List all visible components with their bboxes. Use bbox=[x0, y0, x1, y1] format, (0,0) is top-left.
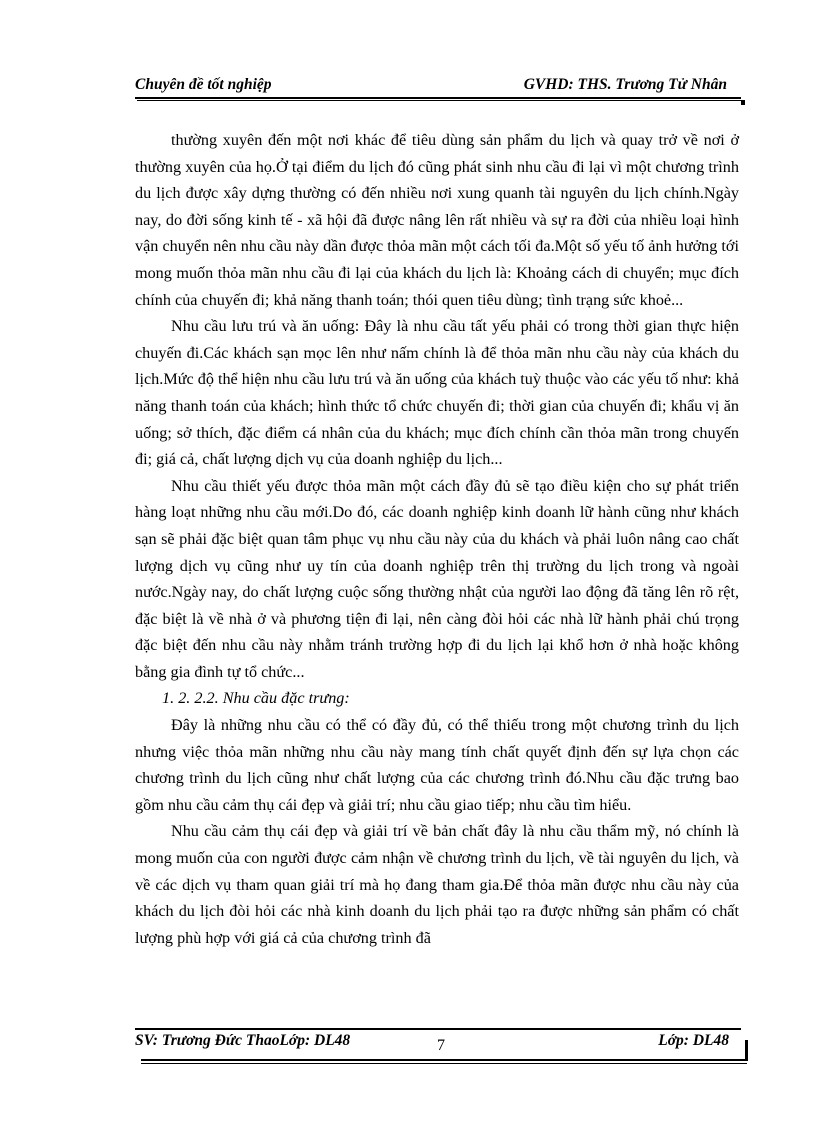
paragraph-2: Nhu cầu lưu trú và ăn uống: Đây là nhu cầu tất yếu phải có trong thời gian thực hiện chuyến đi.Các khách sạn mọc lên như nấm chính là để thỏa mãn nhu cầu này của khách du lịch.Mức độ thể hiện nhu cầu lưu trú và ăn uống của khách tuỳ thuộc vào các yếu tố như: khả năng thanh toán của khách; hình thức tổ chức chuyến đi; thời gian của chuyến đi; khẩu vị ăn uống; sở thích, đặc điểm cá nhân của du khách; mục đích chính cần thỏa mãn trong chuyến đi; giá cả, chất lượng dịch vụ của doanh nghiệp du lịch... bbox=[135, 317, 739, 469]
footer-rule bbox=[135, 1028, 741, 1030]
footer-shadow-bottom bbox=[141, 1059, 747, 1061]
footer-student: SV: Trương Đức ThaoLớp: DL48 bbox=[135, 1032, 351, 1049]
page-header bbox=[135, 76, 741, 98]
header-rule bbox=[135, 97, 741, 99]
header-advisor: GVHD: THS. Trương Tử Nhân bbox=[523, 76, 727, 93]
footer-shadow-bottom-thin bbox=[141, 1063, 747, 1064]
footer-class: Lớp: DL48 bbox=[658, 1032, 729, 1049]
paragraph-1: thường xuyên đến một nơi khác để tiêu dùng sản phẩm du lịch và quay trở về nơi ở thường xuyên của họ.Ở tại điểm du lịch đó cũng phát sinh nhu cầu đi lại vì một chương trình du lịch được xây dựng thường có đến nhiều nơi xung quanh tài nguyên du lịch chính.Ngày nay, do đời sống kinh tế - xã hội đã được nâng lên rất nhiều và sự ra đời của nhiều loại hình vận chuyển nên nhu cầu này dần được thỏa mãn một cách tối đa.Một số yếu tố ảnh hưởng tới mong muốn thỏa mãn nhu cầu đi lại của khách du lịch là: Khoảng cách di chuyển; mục đích chính của chuyến đi; khả năng thanh toán; thói quen tiêu dùng; tình trạng sức khoẻ... bbox=[135, 131, 739, 309]
header-title: Chuyên đề tốt nghiệp bbox=[135, 76, 272, 93]
page-number: 7 bbox=[437, 1037, 445, 1054]
paragraph-4: Đây là những nhu cầu có thể có đầy đủ, có thể thiếu trong một chương trình du lịch nhưng việc thỏa mãn những nhu cầu này mang tính chất quyết định đến sự lựa chọn các chương trình du lịch cũng như chất lượng của các chương trình đó.Nhu cầu đặc trưng bao gồm nhu cầu cảm thụ cái đẹp và giải trí; nhu cầu giao tiếp; nhu cầu tìm hiểu. bbox=[135, 716, 739, 814]
paragraph-3: Nhu cầu thiết yếu được thỏa mãn một cách đầy đủ sẽ tạo điều kiện cho sự phát triển hàng loạt những nhu cầu mới.Do đó, các doanh nghiệp kinh doanh lữ hành cũng như khách sạn sẽ phải đặc biệt quan tâm phục vụ nhu cầu này của du khách và phải luôn nâng cao chất lượng dịch vụ cũng như uy tín của doanh nghiệp trên thị trường du lịch trong và ngoài nước.Ngày nay, do chất lượng cuộc sống thường nhật của người lao động đã tăng lên rõ rệt, đặc biệt là về nhà ở và phương tiện đi lại, nên càng đòi hỏi các nhà lữ hành phải chú trọng đặc biệt đến nhu cầu này nhằm tránh trường hợp đi du lịch lại khổ hơn ở nhà hoặc không bằng gia đình tự tổ chức... bbox=[135, 476, 739, 681]
footer-shadow-right bbox=[745, 1040, 748, 1061]
header-rule-shadow-edge bbox=[741, 100, 745, 105]
section-heading: 1. 2. 2.2. Nhu cầu đặc trưng: bbox=[162, 689, 350, 708]
document-body bbox=[135, 127, 739, 951]
header-rule-shadow bbox=[137, 100, 745, 101]
paragraph-5: Nhu cầu cảm thụ cái đẹp và giải trí về bản chất đây là nhu cầu thẩm mỹ, nó chính là mong muốn của con người được cảm nhận về chương trình du lịch, về tài nguyên du lịch, và về các dịch vụ tham quan giải trí mà họ đang tham gia.Để thỏa mãn được nhu cầu này của khách du lịch đòi hỏi các nhà kinh doanh du lịch phải tạo ra được những sản phẩm có chất lượng phù hợp với giá cả của chương trình đã bbox=[135, 822, 739, 947]
